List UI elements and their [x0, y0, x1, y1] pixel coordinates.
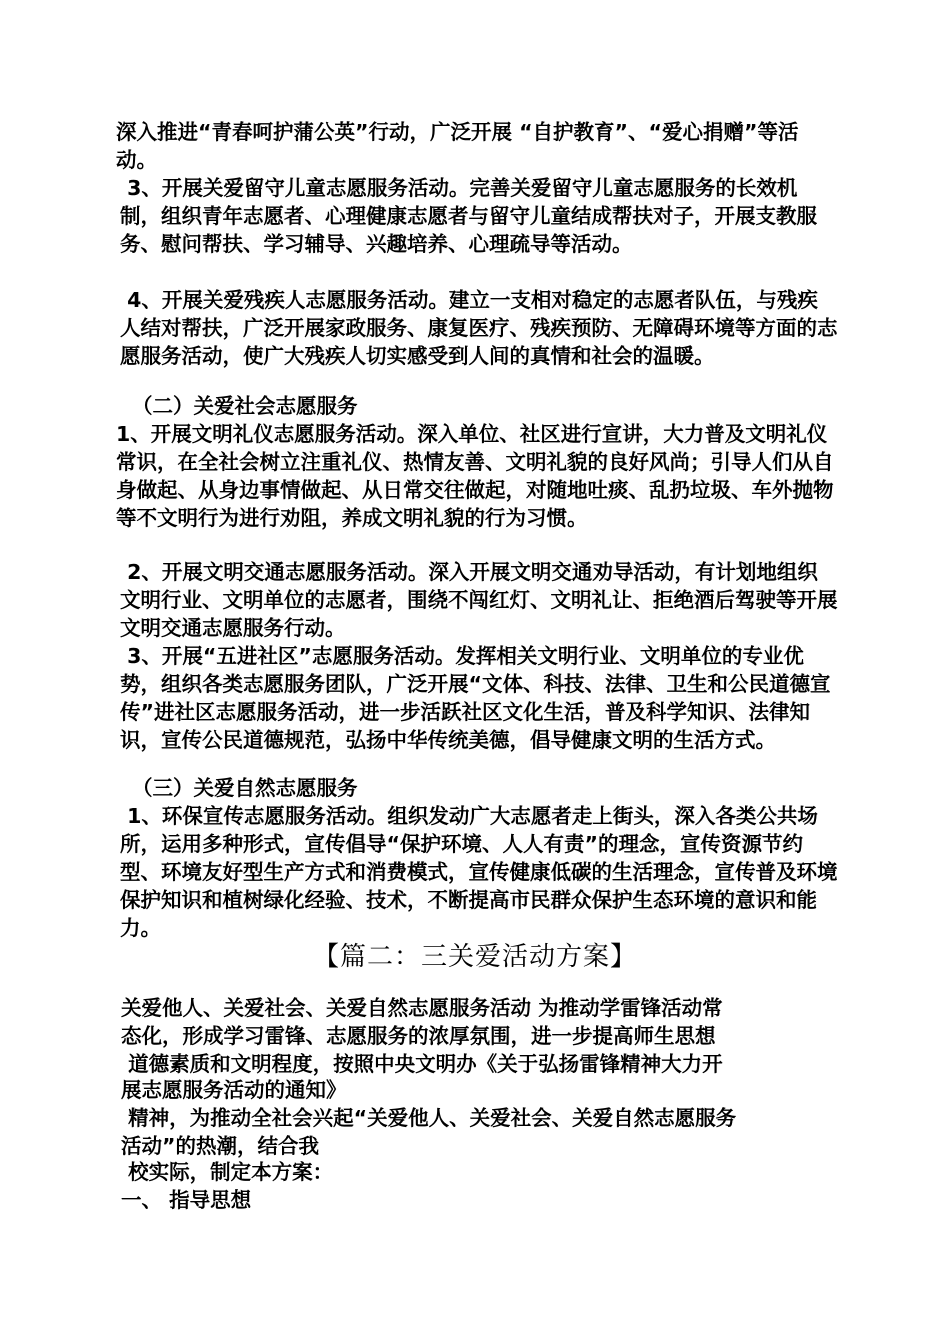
paragraph-left-behind-children: 3、开展关爱留守儿童志愿服务活动。完善关爱留守儿童志愿服务的长效机制，组织青年志愿者、心理健康志愿者与留守儿童结成帮扶对子，开展支教服务、慰问帮扶、学习辅导、兴趣培养、心理疏导等活动。: [120, 176, 817, 256]
intro-line-3: 道德素质和文明程度，按照中央文明办《关于弘扬雷锋精神大力开: [121, 1052, 723, 1076]
intro-line-1: 关爱他人、关爱社会、关爱自然志愿服务活动 为推动学雷锋活动常: [121, 996, 723, 1020]
intro-line-2: 态化，形成学习雷锋、志愿服务的浓厚氛围，进一步提高师生思想: [121, 1024, 716, 1048]
paragraph-five-into-community: 3、开展“五进社区”志愿服务活动。发挥相关文明行业、文明单位的专业优势，组织各类志愿服务团队，广泛开展“文体、科技、法律、卫生和公民道德宣传”进社区志愿服务活动，进一步活跃社区文化生活，普及科学知识、法律知识，宣传公民道德规范，弘扬中华传统美德，倡导健康文明的生活方式。: [120, 644, 831, 752]
subheading-care-nature: （三）关爱自然志愿服务: [132, 776, 358, 800]
intro-line-6: 活动”的热潮，结合我: [121, 1134, 319, 1158]
heading-guiding-ideology: 一、 指导思想: [121, 1188, 252, 1212]
section-title: 【篇二：三关爱活动方案】: [312, 942, 637, 972]
intro-line-5: 精神，为推动全社会兴起“关爱他人、关爱社会、关爱自然志愿服务: [121, 1106, 737, 1130]
intro-line-4: 展志愿服务活动的通知》: [121, 1078, 347, 1102]
paragraph-civil-traffic: 2、开展文明交通志愿服务活动。深入开展文明交通劝导活动，有计划地组织文明行业、文明单位的志愿者，围绕不闯红灯、文明礼让、拒绝酒后驾驶等开展文明交通志愿服务行动。: [120, 560, 838, 640]
paragraph-disabled-persons: 4、开展关爱残疾人志愿服务活动。建立一支相对稳定的志愿者队伍，与残疾人结对帮扶，广泛开展家政服务、康复医疗、残疾预防、无障碍环境等方面的志愿服务活动，使广大残疾人切实感受到人间的真情和社会的温暖。: [120, 288, 838, 368]
paragraph-youth-dandelion: 深入推进“青春呵护蒲公英”行动，广泛开展 “自护教育”、“爱心捐赠”等活动。: [116, 120, 799, 172]
paragraph-civility-etiquette: 1、开展文明礼仪志愿服务活动。深入单位、社区进行宣讲，大力普及文明礼仪常识，在全社会树立注重礼仪、热情友善、文明礼貌的良好风尚；引导人们从自身做起、从身边事情做起、从日常交往做起，对随地吐痰、乱扔垃圾、车外抛物等不文明行为进行劝阻，养成文明礼貌的行为习惯。: [116, 422, 834, 530]
subheading-care-society: （二）关爱社会志愿服务: [132, 394, 358, 418]
intro-line-7: 校实际，制定本方案：: [121, 1160, 334, 1184]
paragraph-environmental-publicity: 1、环保宣传志愿服务活动。组织发动广大志愿者走上街头，深入各类公共场所，运用多种形式，宣传倡导“保护环境、人人有责”的理念，宣传资源节约型、环境友好型生产方式和消费模式，宣传健康低碳的生活理念，宣传普及环境保护知识和植树绿化经验、技术，不断提高市民群众保护生态环境的意识和能力。: [120, 804, 838, 940]
